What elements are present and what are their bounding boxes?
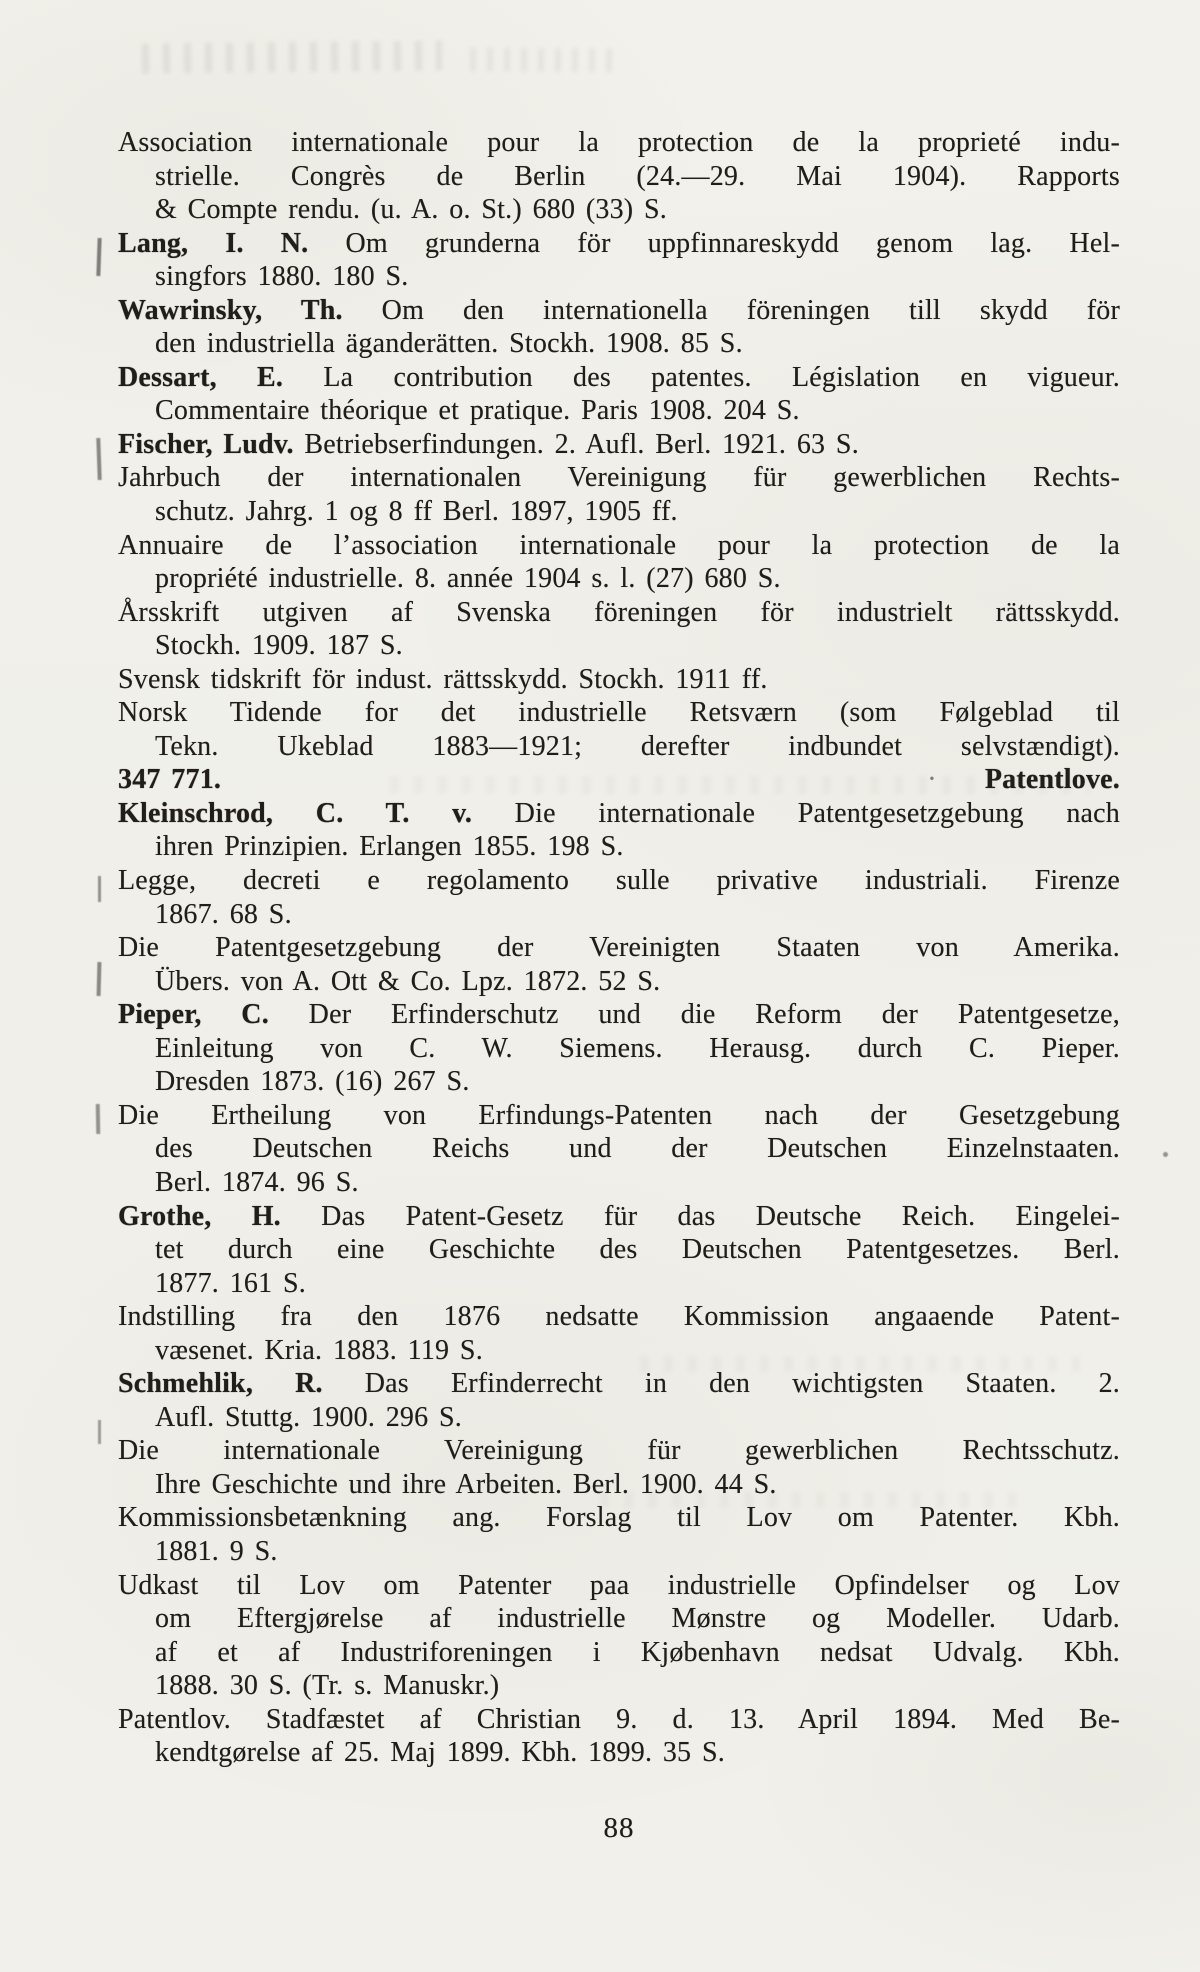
bib-line (118, 461, 1120, 495)
bib-text: strielle. Congrès de Berlin (24.—29. Mai 1904). Rapports (155, 160, 1120, 192)
scan-artifact (98, 876, 101, 902)
bib-line (118, 126, 1120, 160)
section-title: Patentlove. (984, 764, 1120, 796)
bib-text: schutz. Jahrg. 1 og 8 ff Berl. 1897, 1905 ff. (155, 496, 678, 528)
bib-text: ihren Prinzipien. Erlangen 1855. 198 S. (155, 831, 624, 863)
bib-line (118, 327, 1120, 361)
bib-text: Patentlov. Stadfæstet af Christian 9. d. 13. April 1894. Med Be- (118, 1703, 1120, 1735)
bib-text: La contribution des patentes. Législation en vigueur. (283, 361, 1120, 393)
scan-artifact (98, 1420, 101, 1444)
scan-smudge (142, 40, 442, 73)
bib-line (118, 529, 1120, 563)
bib-line (118, 797, 1120, 831)
bib-line (118, 1636, 1120, 1670)
bib-line (118, 1166, 1120, 1200)
bib-text: Årsskrift utgiven af Svenska föreningen för industrielt rättsskydd. (118, 596, 1120, 628)
bib-text: Betriebserfindungen. 2. Aufl. Berl. 1921. 63 S. (293, 428, 859, 460)
bib-text: Norsk Tidende for det industrielle Retsværn (som Følgeblad til (118, 697, 1120, 729)
bib-text: Indstilling fra den 1876 nedsatte Kommission angaaende Patent- (118, 1301, 1120, 1333)
bib-text: den industriella äganderätten. Stockh. 1908. 85 S. (155, 328, 743, 360)
author-name: Grothe, H. (118, 1200, 281, 1232)
bib-line (118, 193, 1120, 227)
bib-text: 1881. 9 S. (155, 1535, 278, 1567)
bib-line (118, 294, 1120, 328)
bib-text: Stockh. 1909. 187 S. (155, 630, 403, 662)
bib-line (118, 1233, 1120, 1267)
bib-line (118, 1501, 1120, 1535)
bib-text: Die internationale Vereinigung für gewerblichen Rechtsschutz. (118, 1435, 1120, 1467)
bib-line (118, 864, 1120, 898)
bib-text: af et af Industriforeningen i Kjøbenhavn nedsat Udvalg. Kbh. (155, 1636, 1120, 1668)
bib-line (118, 998, 1120, 1032)
bib-text: væsenet. Kria. 1883. 119 S. (155, 1334, 483, 1366)
bib-text: & Compte rendu. (u. A. o. St.) 680 (33) S. (155, 194, 667, 226)
bib-text: Annuaire de l’association internationale pour la protection de la (118, 529, 1120, 561)
bib-line (118, 696, 1120, 730)
author-name: Pieper, C. (118, 999, 269, 1031)
bib-line (118, 1468, 1120, 1502)
bib-text: Aufl. Stuttg. 1900. 296 S. (155, 1401, 463, 1433)
scan-artifact (1163, 1152, 1168, 1157)
bib-line (118, 428, 1120, 462)
bib-line (118, 1367, 1120, 1401)
author-name: Kleinschrod, C. T. v. (118, 797, 473, 829)
section-title-group (927, 763, 1120, 797)
bib-line (118, 1334, 1120, 1368)
bib-text: Die internationale Patentgesetzgebung nach (472, 797, 1120, 829)
bib-line (118, 1132, 1120, 1166)
bib-line (118, 1099, 1120, 1133)
bib-text: singfors 1880. 180 S. (155, 261, 409, 293)
bib-line (118, 160, 1120, 194)
bib-text: Legge, decreti e regolamento sulle privative industriali. Firenze (118, 865, 1120, 897)
bib-text: 1867. 68 S. (155, 898, 292, 930)
bib-line (118, 394, 1120, 428)
bib-line (118, 1065, 1120, 1099)
bib-line (118, 227, 1120, 261)
scan-smudge (470, 47, 620, 72)
bib-line (118, 830, 1120, 864)
bib-line (118, 1434, 1120, 1468)
author-name: Dessart, E. (118, 361, 284, 393)
bib-text: propriété industrielle. 8. année 1904 s. l. (27) 680 S. (155, 563, 781, 595)
bib-line (118, 965, 1120, 999)
scan-artifact (96, 438, 101, 480)
page-number: 88 (603, 1812, 635, 1844)
bib-line (118, 260, 1120, 294)
bib-line (118, 730, 1120, 764)
bib-line (118, 1267, 1120, 1301)
bib-line (118, 1401, 1120, 1435)
bib-text: Om den internationella föreningen till skydd för (342, 294, 1121, 326)
bib-text: Der Erfinderschutz und die Reform der Patentgesetze, (268, 999, 1120, 1031)
bib-line (118, 1300, 1120, 1334)
bib-text: Übers. von A. Ott & Co. Lpz. 1872. 52 S. (155, 965, 661, 997)
scan-artifact (96, 1104, 101, 1134)
separator-dot: · (927, 764, 937, 796)
bib-line (118, 1602, 1120, 1636)
bib-text: 1888. 30 S. (Tr. s. Manuskr.) (155, 1670, 500, 1702)
bib-text: Ihre Geschichte und ihre Arbeiten. Berl. 1900. 44 S. (155, 1468, 777, 1500)
bib-line (118, 1200, 1120, 1234)
bib-line (118, 495, 1120, 529)
bib-text: Tekn. Ukeblad 1883—1921; derefter indbundet selvstændigt). (155, 730, 1120, 762)
bib-line (118, 1736, 1120, 1770)
bib-text: Die Ertheilung von Erfindungs-Patenten nach der Gesetzgebung (118, 1099, 1120, 1131)
bib-text: Udkast til Lov om Patenter paa industrielle Opfindelser og Lov (118, 1569, 1120, 1601)
bib-text: Berl. 1874. 96 S. (155, 1166, 359, 1198)
bib-text: Das Erfinderrecht in den wichtigsten Staaten. 2. (322, 1368, 1120, 1400)
bib-text: Om grunderna för uppfinnareskydd genom lag. Hel- (308, 227, 1120, 259)
classification-number: 347 771. (118, 764, 222, 796)
scan-artifact (97, 962, 102, 996)
bib-line (118, 1703, 1120, 1737)
bib-line (118, 931, 1120, 965)
bib-line (118, 562, 1120, 596)
bib-line (118, 663, 1120, 697)
author-name: Wawrinsky, Th. (118, 294, 343, 326)
bib-line (118, 1032, 1120, 1066)
section-heading-line (118, 763, 1120, 797)
bib-line (118, 596, 1120, 630)
bib-text: Das Patent-Gesetz für das Deutsche Reich. Eingelei- (280, 1200, 1120, 1232)
bib-line (118, 1669, 1120, 1703)
bib-line (118, 361, 1120, 395)
author-name: Fischer, Ludv. (118, 428, 294, 460)
author-name: Schmehlik, R. (118, 1368, 323, 1400)
bib-text: kendtgørelse af 25. Maj 1899. Kbh. 1899. 35 S. (155, 1737, 725, 1769)
bib-line (118, 898, 1120, 932)
scan-artifact (96, 238, 101, 276)
bib-line (118, 629, 1120, 663)
bib-text: Dresden 1873. (16) 267 S. (155, 1066, 470, 1098)
bib-text: Association internationale pour la protection de la proprieté indu- (118, 127, 1120, 158)
bib-text: Jahrbuch der internationalen Vereinigung für gewerblichen Rechts- (118, 462, 1120, 494)
bib-text: Kommissionsbetænkning ang. Forslag til Lov om Patenter. Kbh. (118, 1502, 1120, 1534)
bib-text: Die Patentgesetzgebung der Vereinigten Staaten von Amerika. (118, 932, 1120, 964)
bibliography-text-block (118, 126, 1120, 1770)
bib-text: 1877. 161 S. (155, 1267, 306, 1299)
bib-text: Commentaire théorique et pratique. Paris 1908. 204 S. (155, 395, 800, 427)
bib-text: des Deutschen Reichs und der Deutschen Einzelnstaaten. (155, 1133, 1120, 1165)
bib-text: Einleitung von C. W. Siemens. Herausg. durch C. Pieper. (155, 1032, 1120, 1064)
bib-text: Svensk tidskrift för indust. rättsskydd. Stockh. 1911 ff. (118, 663, 768, 695)
bib-line (118, 1569, 1120, 1603)
author-name: Lang, I. N. (118, 227, 309, 259)
bib-line (118, 1535, 1120, 1569)
bib-text: tet durch eine Geschichte des Deutschen Patentgesetzes. Berl. (155, 1234, 1120, 1266)
bib-text: om Eftergjørelse af industrielle Mønstre og Modeller. Udarb. (155, 1603, 1120, 1635)
